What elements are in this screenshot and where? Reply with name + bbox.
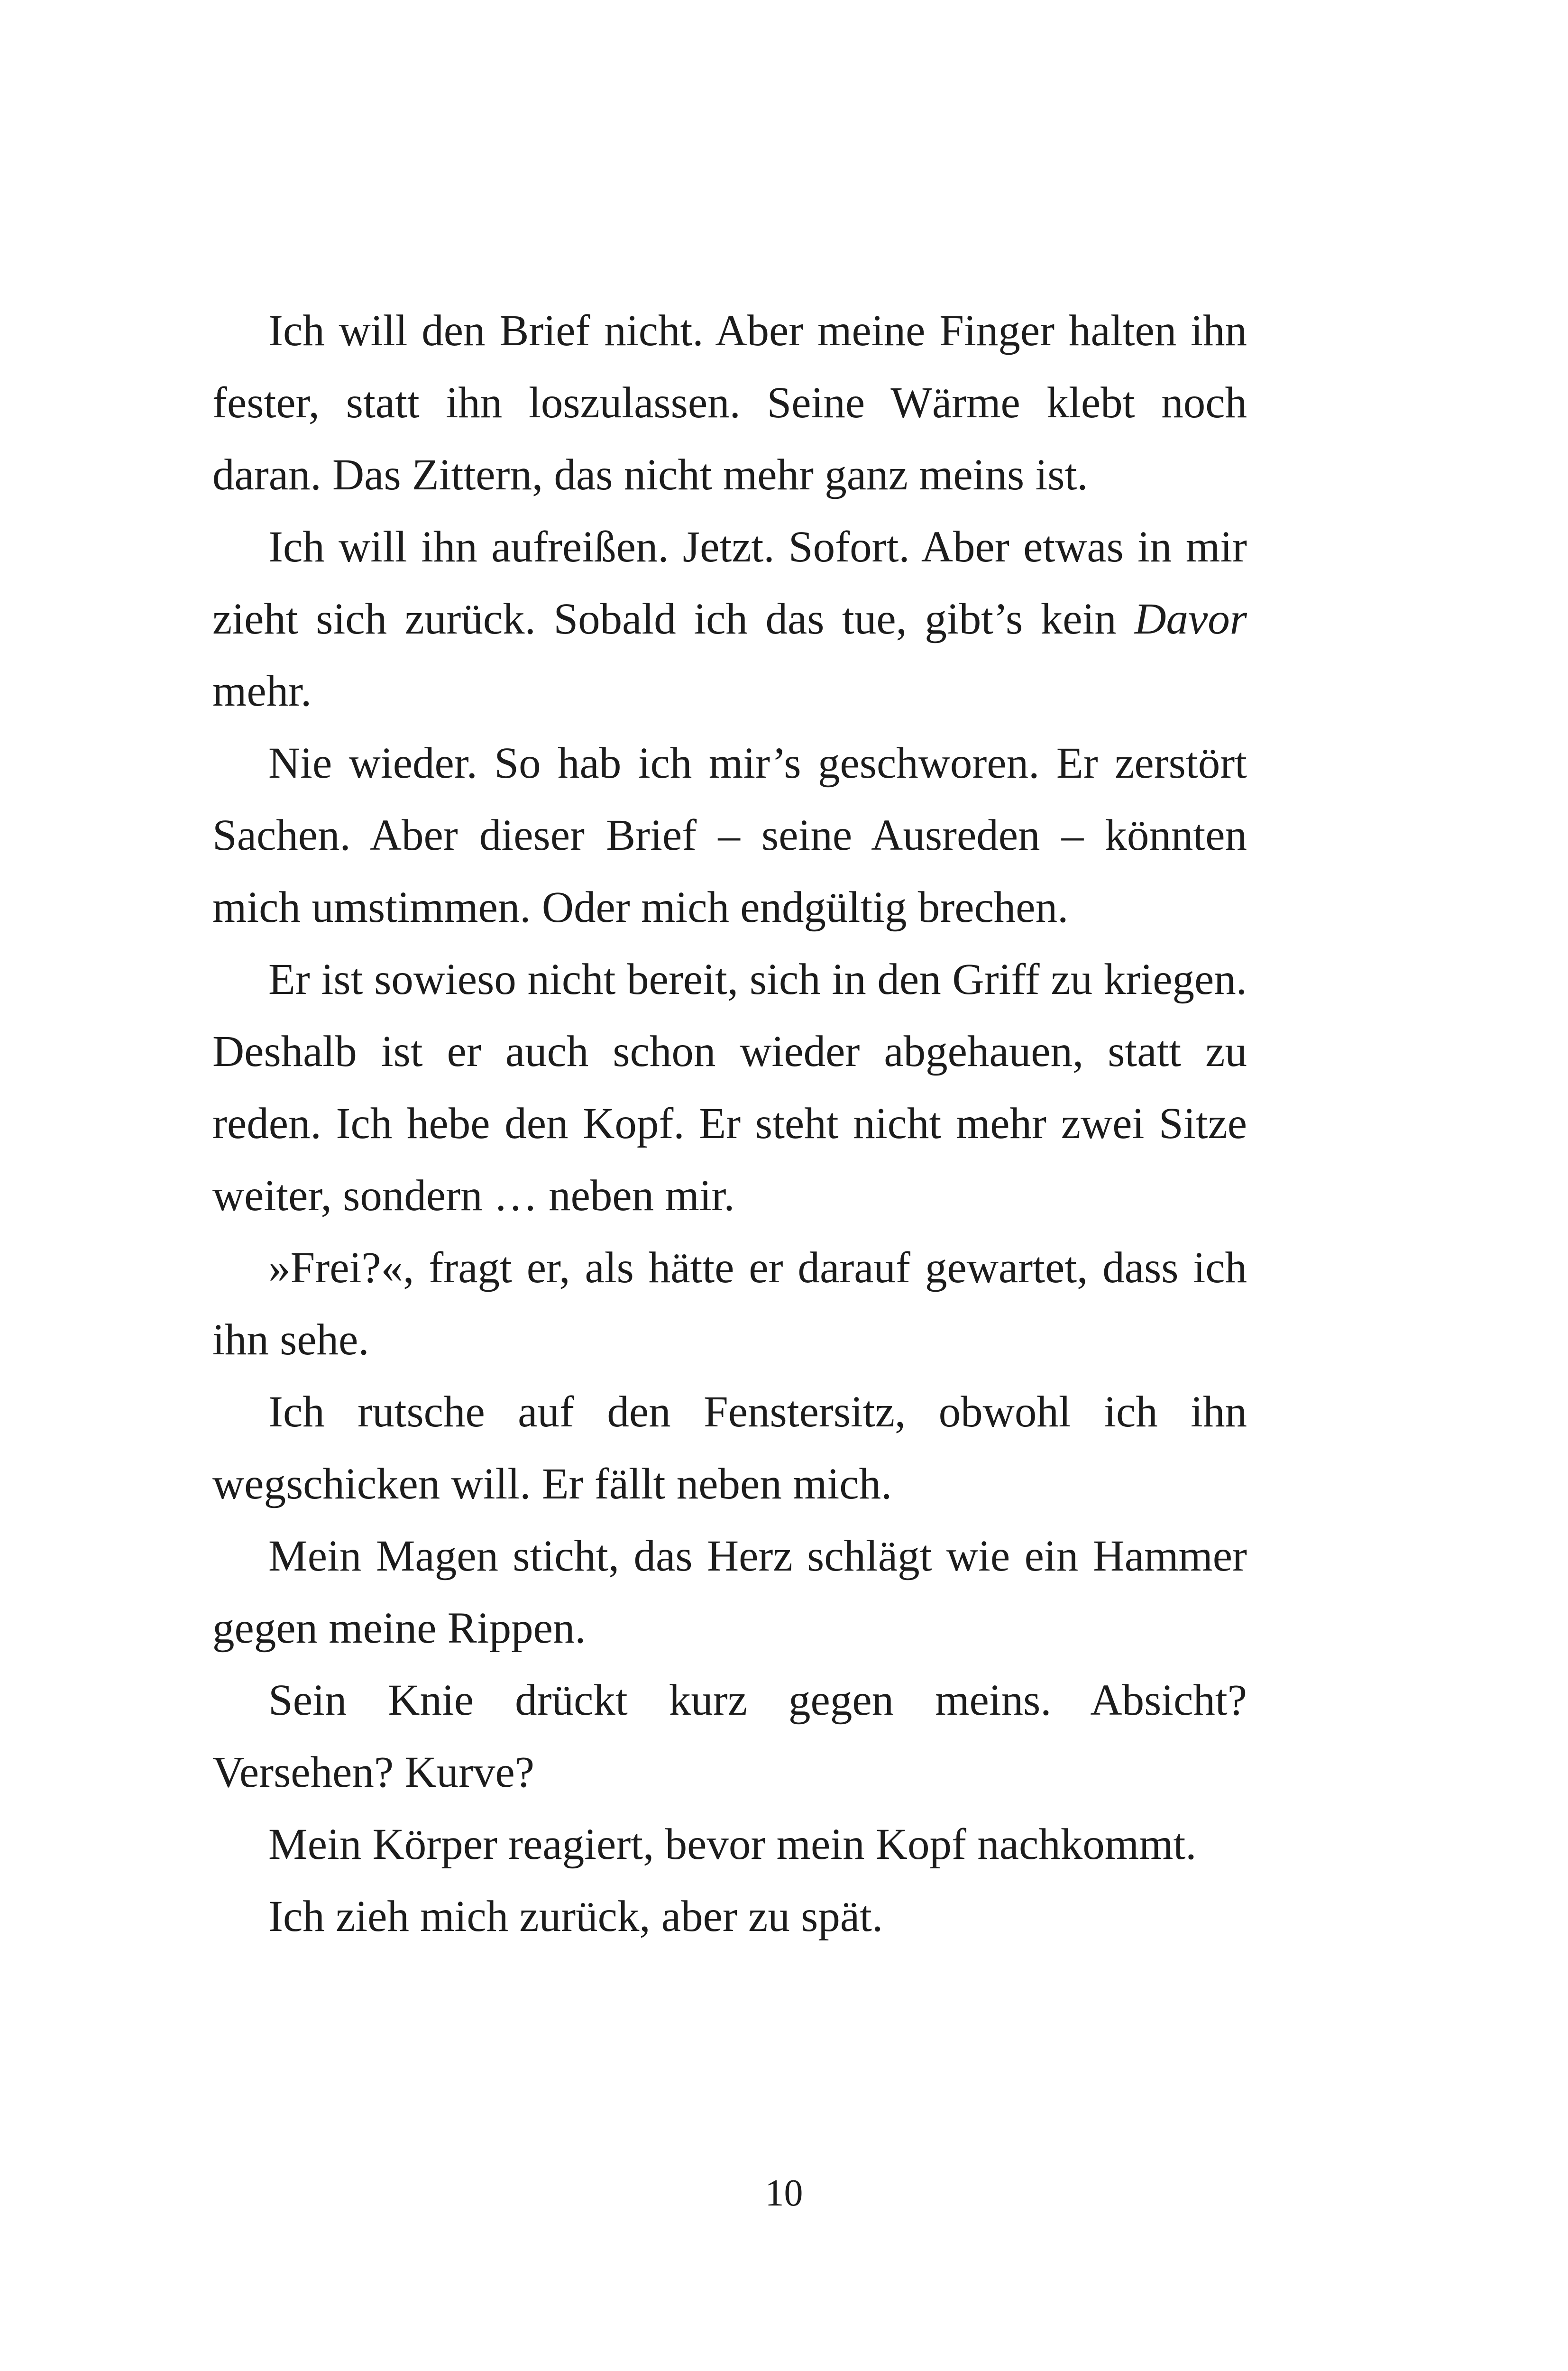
paragraph-3: Nie wieder. So hab ich mir’s geschworen. Er zerstört Sachen. Aber dieser Brief – seine Ausreden – könnten mich umstimmen. Oder mich endgültig brechen. [212, 739, 1247, 932]
page-number: 10 [765, 2172, 803, 2214]
paragraph-2: Ich will ihn aufreißen. Jetzt. Sofort. Aber etwas in mir zieht sich zurück. Sobald ich das tue, gibt’s kein Davor mehr. [212, 523, 1247, 716]
paragraph-9: Mein Körper reagiert, bevor mein Kopf nachkommt. [268, 1820, 1197, 1869]
paragraph-5: »Frei?«, fragt er, als hätte er darauf gewartet, dass ich ihn sehe. [212, 1243, 1247, 1364]
paragraph-6: Ich rutsche auf den Fenstersitz, obwohl ich ihn wegschicken will. Er fällt neben mich. [212, 1388, 1247, 1508]
emphasis-text: Davor [1134, 595, 1247, 643]
paragraph-8: Sein Knie drückt kurz gegen meins. Absicht? Versehen? Kurve? [212, 1676, 1247, 1797]
paragraph-1: Ich will den Brief nicht. Aber meine Finger halten ihn fester, statt ihn loszulassen. Seine Wärme klebt noch daran. Das Zittern, das nicht mehr ganz meins ist. [212, 306, 1247, 499]
paragraph-10: Ich zieh mich zurück, aber zu spät. [268, 1892, 883, 1941]
body-text [212, 295, 1247, 1953]
paragraph-4: Er ist sowieso nicht bereit, sich in den Griff zu kriegen. Deshalb ist er auch schon wieder abgehauen, statt zu reden. Ich hebe den Kopf. Er steht nicht mehr zwei Sitze weiter, sondern … neben mir. [212, 955, 1247, 1220]
paragraph-7: Mein Magen sticht, das Herz schlägt wie ein Hammer gegen meine Rippen. [212, 1532, 1247, 1653]
